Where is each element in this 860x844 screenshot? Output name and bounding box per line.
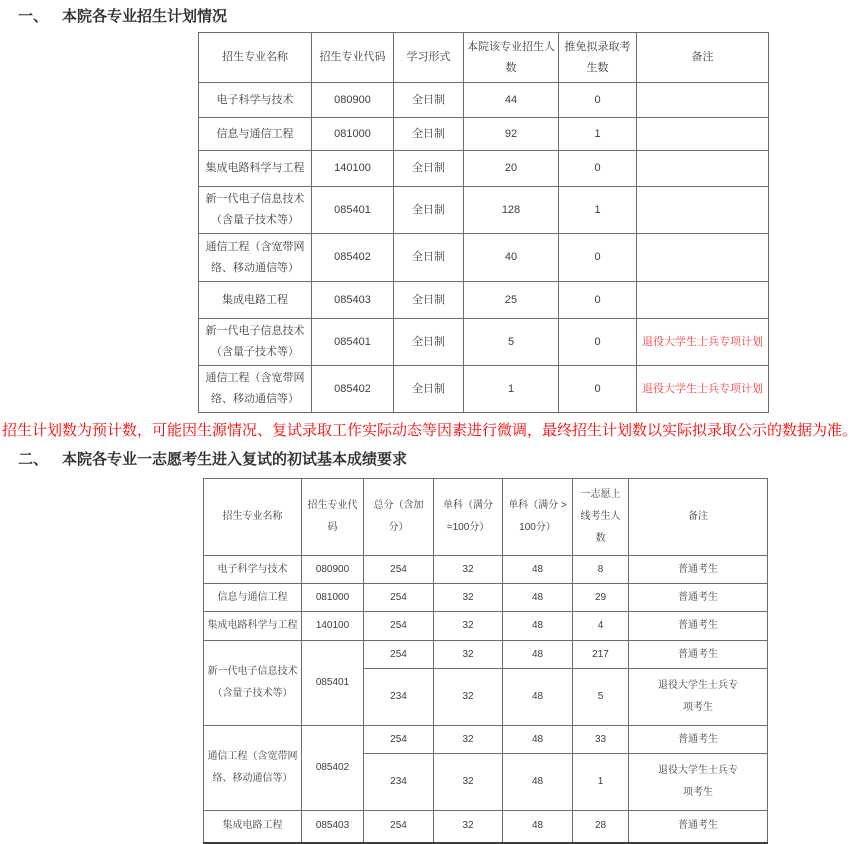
table-row xyxy=(204,811,768,843)
t1-cell-admit-count: 40 xyxy=(464,234,559,282)
t2-cell-major-code: 085401 xyxy=(302,641,364,726)
t2-cell-subject-100: 32 xyxy=(434,726,503,754)
t1-cell-tuimian-count: 0 xyxy=(559,234,637,282)
t1-cell-remark xyxy=(637,118,769,151)
t2-cell-first-choice-count: 33 xyxy=(573,726,629,754)
t1-cell-major-name: 新一代电子信息技术（含量子技术等） xyxy=(199,187,312,234)
t2-cell-subject-100: 32 xyxy=(434,556,503,584)
t1-cell-tuimian-count: 0 xyxy=(559,282,637,319)
t2-cell-major-name: 集成电路科学与工程 xyxy=(204,612,302,641)
t2-cell-subject-over-100: 48 xyxy=(503,754,573,811)
t2-cell-major-code: 085402 xyxy=(302,726,364,811)
t2-cell-remark: 普通考生 xyxy=(629,811,768,843)
table-row xyxy=(204,726,768,754)
t2-cell-remark: 普通考生 xyxy=(629,726,768,754)
t2-cell-remark-veteran: 退役大学生士兵专项考生 xyxy=(629,669,768,726)
t1-cell-study-form: 全日制 xyxy=(394,319,464,366)
t1-header-row xyxy=(199,33,769,83)
t2-cell-major-code: 080900 xyxy=(302,556,364,584)
table-row xyxy=(204,584,768,612)
t1-cell-major-name: 集成电路科学与工程 xyxy=(199,151,312,187)
section2-number: 二、 xyxy=(18,451,49,468)
t2-cell-subject-over-100: 48 xyxy=(503,556,573,584)
table-row xyxy=(199,234,769,282)
t1-cell-study-form: 全日制 xyxy=(394,151,464,187)
t1-header-remark: 备注 xyxy=(637,33,769,83)
table-row xyxy=(204,556,768,584)
t1-cell-study-form: 全日制 xyxy=(394,83,464,118)
section1-title: 本院各专业招生计划情况 xyxy=(62,8,228,25)
t1-cell-admit-count: 1 xyxy=(464,366,559,413)
t1-header-study-form: 学习形式 xyxy=(394,33,464,83)
table-row xyxy=(199,366,769,413)
t1-cell-major-name: 电子科学与技术 xyxy=(199,83,312,118)
table-row xyxy=(204,612,768,641)
t1-header-major-name: 招生专业名称 xyxy=(199,33,312,83)
t1-cell-major-name: 集成电路工程 xyxy=(199,282,312,319)
t1-header-major-code: 招生专业代码 xyxy=(312,33,394,83)
t2-cell-subject-100: 32 xyxy=(434,669,503,726)
t2-cell-remark-veteran: 退役大学生士兵专项考生 xyxy=(629,754,768,811)
t2-cell-subject-over-100: 48 xyxy=(503,584,573,612)
t2-cell-subject-100: 32 xyxy=(434,641,503,669)
t1-cell-tuimian-count: 0 xyxy=(559,83,637,118)
t2-cell-total-score: 254 xyxy=(364,556,434,584)
t1-cell-remark xyxy=(637,234,769,282)
t1-cell-admit-count: 92 xyxy=(464,118,559,151)
t2-header-row xyxy=(204,479,768,556)
t2-cell-major-name: 集成电路工程 xyxy=(204,811,302,843)
t2-cell-first-choice-count: 8 xyxy=(573,556,629,584)
t2-cell-first-choice-count: 28 xyxy=(573,811,629,843)
t2-cell-total-score: 234 xyxy=(364,754,434,811)
t1-cell-major-code: 085401 xyxy=(312,187,394,234)
section2-heading xyxy=(0,443,860,470)
t1-cell-major-code: 080900 xyxy=(312,83,394,118)
t1-cell-admit-count: 20 xyxy=(464,151,559,187)
t2-cell-remark: 普通考生 xyxy=(629,584,768,612)
t1-cell-tuimian-count: 1 xyxy=(559,118,637,151)
table-row xyxy=(199,282,769,319)
t2-cell-total-score: 254 xyxy=(364,811,434,843)
t2-cell-first-choice-count: 5 xyxy=(573,669,629,726)
section1-number: 一、 xyxy=(18,8,49,25)
t2-cell-major-name: 电子科学与技术 xyxy=(204,556,302,584)
t2-cell-total-score: 234 xyxy=(364,669,434,726)
t1-header-tuimian-count: 推免拟录取考生数 xyxy=(559,33,637,83)
t2-cell-first-choice-count: 29 xyxy=(573,584,629,612)
t2-cell-subject-100: 32 xyxy=(434,811,503,843)
t2-header-major-name: 招生专业名称 xyxy=(204,479,302,556)
t1-cell-major-code: 085402 xyxy=(312,366,394,413)
t2-header-total-score: 总分（含加分） xyxy=(364,479,434,556)
t1-cell-major-name: 新一代电子信息技术（含量子技术等） xyxy=(199,319,312,366)
t1-cell-study-form: 全日制 xyxy=(394,187,464,234)
t1-cell-study-form: 全日制 xyxy=(394,118,464,151)
t2-cell-subject-over-100: 48 xyxy=(503,669,573,726)
t1-cell-major-name: 通信工程（含宽带网络、移动通信等） xyxy=(199,366,312,413)
t1-cell-remark xyxy=(637,83,769,118)
table-row xyxy=(199,319,769,366)
table-row xyxy=(199,151,769,187)
t1-cell-admit-count: 44 xyxy=(464,83,559,118)
t2-header-major-code: 招生专业代码 xyxy=(302,479,364,556)
t1-cell-remark xyxy=(637,187,769,234)
t1-cell-tuimian-count: 0 xyxy=(559,319,637,366)
t1-cell-admit-count: 25 xyxy=(464,282,559,319)
t1-cell-major-code: 140100 xyxy=(312,151,394,187)
t1-cell-study-form: 全日制 xyxy=(394,282,464,319)
t2-cell-subject-100: 32 xyxy=(434,584,503,612)
enrollment-plan-table xyxy=(198,32,769,413)
t1-cell-remark-special-plan: 退役大学生士兵专项计划 xyxy=(637,319,769,366)
table-row xyxy=(199,118,769,151)
t1-cell-tuimian-count: 0 xyxy=(559,366,637,413)
t2-cell-subject-over-100: 48 xyxy=(503,726,573,754)
t2-cell-major-code: 140100 xyxy=(302,612,364,641)
t2-cell-first-choice-count: 4 xyxy=(573,612,629,641)
t1-cell-remark-special-plan: 退役大学生士兵专项计划 xyxy=(637,366,769,413)
t1-cell-study-form: 全日制 xyxy=(394,366,464,413)
t2-header-subject-over-100: 单科（满分 > 100分） xyxy=(503,479,573,556)
t2-cell-subject-over-100: 48 xyxy=(503,811,573,843)
table-row xyxy=(199,83,769,118)
t1-cell-study-form: 全日制 xyxy=(394,234,464,282)
t1-cell-tuimian-count: 1 xyxy=(559,187,637,234)
t2-header-first-choice-count: 一志愿上线考生人数 xyxy=(573,479,629,556)
t2-cell-first-choice-count: 217 xyxy=(573,641,629,669)
t1-cell-major-name: 通信工程（含宽带网络、移动通信等） xyxy=(199,234,312,282)
t1-header-admit-count: 本院该专业招生人数 xyxy=(464,33,559,83)
t2-cell-total-score: 254 xyxy=(364,726,434,754)
t2-cell-total-score: 254 xyxy=(364,584,434,612)
t1-cell-major-code: 085401 xyxy=(312,319,394,366)
t2-cell-major-code: 085403 xyxy=(302,811,364,843)
t2-cell-major-name: 新一代电子信息技术（含量子技术等） xyxy=(204,641,302,726)
table-row xyxy=(204,641,768,669)
t1-cell-admit-count: 5 xyxy=(464,319,559,366)
t1-cell-major-code: 085402 xyxy=(312,234,394,282)
t2-cell-total-score: 254 xyxy=(364,641,434,669)
t2-header-subject-100: 单科（满分=100分） xyxy=(434,479,503,556)
t1-cell-major-code: 081000 xyxy=(312,118,394,151)
t2-cell-subject-100: 32 xyxy=(434,612,503,641)
t2-cell-remark: 普通考生 xyxy=(629,641,768,669)
section1-heading xyxy=(0,0,860,27)
t2-cell-subject-over-100: 48 xyxy=(503,641,573,669)
t1-cell-admit-count: 128 xyxy=(464,187,559,234)
t1-cell-remark xyxy=(637,282,769,319)
t2-cell-subject-100: 32 xyxy=(434,754,503,811)
t2-header-remark: 备注 xyxy=(629,479,768,556)
t2-cell-major-name: 通信工程（含宽带网络、移动通信等） xyxy=(204,726,302,811)
t2-cell-subject-over-100: 48 xyxy=(503,612,573,641)
t2-cell-remark: 普通考生 xyxy=(629,556,768,584)
t1-cell-major-code: 085403 xyxy=(312,282,394,319)
t2-cell-first-choice-count: 1 xyxy=(573,754,629,811)
t1-cell-tuimian-count: 0 xyxy=(559,151,637,187)
t1-cell-major-name: 信息与通信工程 xyxy=(199,118,312,151)
table-row xyxy=(199,187,769,234)
t2-cell-major-name: 信息与通信工程 xyxy=(204,584,302,612)
section2-title: 本院各专业一志愿考生进入复试的初试基本成绩要求 xyxy=(62,451,408,468)
t2-cell-remark: 普通考生 xyxy=(629,612,768,641)
t2-cell-major-code: 081000 xyxy=(302,584,364,612)
t2-cell-total-score: 254 xyxy=(364,612,434,641)
plan-adjustment-note: 招生计划数为预计数，可能因生源情况、复试录取工作实际动态等因素进行微调，最终招生计划数以实际拟录取公示的数据为准。 xyxy=(2,422,858,439)
t1-cell-remark xyxy=(637,151,769,187)
retest-score-requirement-table xyxy=(203,478,768,844)
